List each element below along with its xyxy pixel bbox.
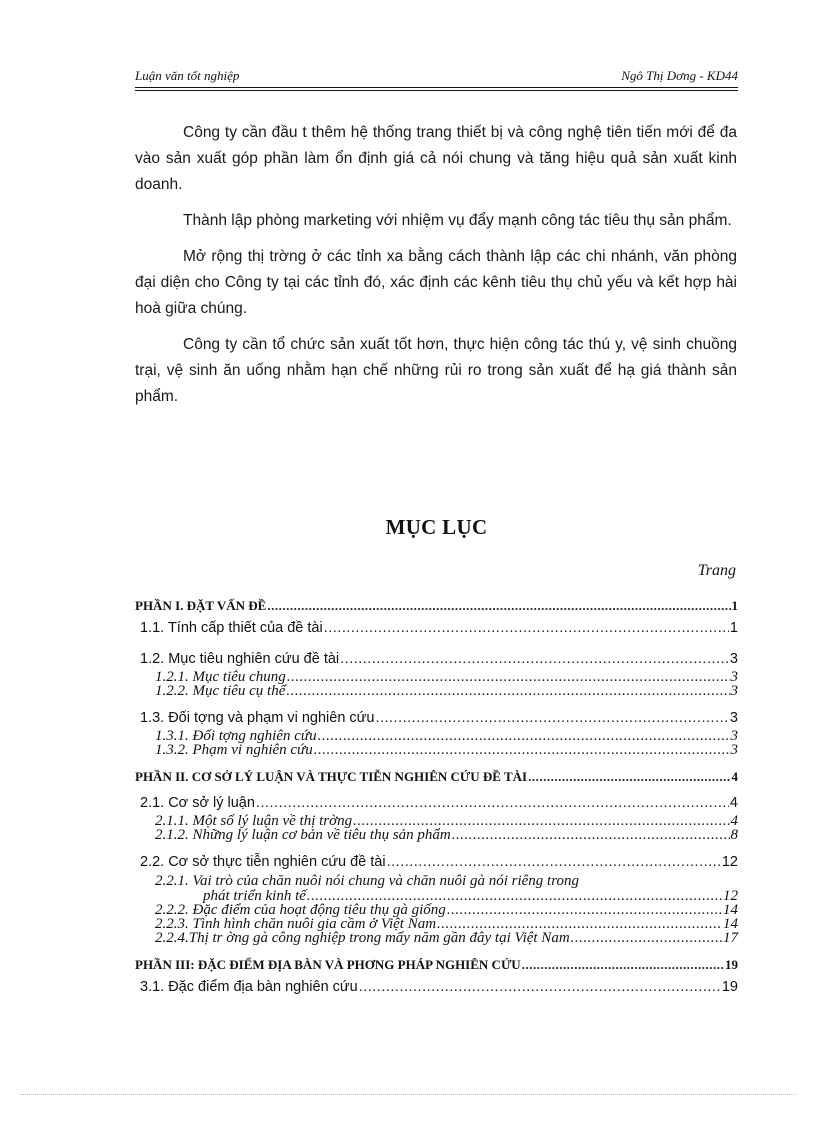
toc-entry-label: 2.1.1. Một số lý luận về thị trờng: [155, 813, 353, 829]
toc-entry-label: 2.2.4.Thị tr ờng gà công nghiệp trong mấy năm gần đây tại Việt Nam: [155, 930, 570, 946]
toc-entry-subsection[interactable]: [135, 670, 738, 684]
toc-spacer: [135, 757, 738, 766]
toc-entry-label: 2.2.2. Đặc điểm của hoạt động tiêu thụ gà giống: [155, 902, 446, 918]
toc-entry-label: 1.2. Mục tiêu nghiên cứu đề tài: [140, 651, 340, 667]
toc-spacer: [135, 639, 738, 648]
toc-entry-label: PHẦN III: ĐẶC ĐIỂM ĐỊA BÀN VÀ PHƠNG PHÁP NGHIÊN CỨU: [135, 957, 521, 972]
toc-entry-section[interactable]: [135, 648, 738, 670]
header-right-author: Ngô Thị Dơng - KD44: [621, 68, 738, 83]
toc-entry-page: 3: [730, 683, 738, 699]
toc-entry-page: 4: [731, 769, 738, 784]
paragraph: Mở rộng thị trờng ở các tỉnh xa bằng cách thành lập các chi nhánh, văn phòng đại diện cho Công ty tại các tỉnh đó, xác định các kênh tiêu thụ chủ yếu và kết hợp hài hoà giữa chúng.: [135, 248, 737, 317]
toc-entry-page: 4: [730, 813, 738, 829]
toc-entry-label: 2.1. Cơ sở lý luận: [140, 795, 255, 811]
paragraph: Thành lập phòng marketing với nhiệm vụ đẩy mạnh công tác tiêu thụ sản phẩm.: [183, 212, 732, 229]
table-of-contents: [135, 595, 738, 998]
toc-entry-label: 3.1. Đặc điểm địa bàn nghiên cứu: [140, 979, 358, 995]
toc-entry-subsection[interactable]: [135, 917, 738, 931]
toc-entry-section[interactable]: [135, 707, 738, 729]
toc-leader-dots: [307, 889, 722, 903]
toc-entry-page: 3: [730, 728, 738, 744]
toc-entry-page: 3: [729, 710, 738, 726]
toc-entry-section[interactable]: [135, 851, 738, 873]
toc-entry-subsection[interactable]: [135, 743, 738, 757]
paragraph: Công ty cần tổ chức sản xuất tốt hơn, thực hiện công tác thú y, vệ sinh chuồng trại, vệ sinh ăn uống nhằm hạn chế những rủi ro trong sản xuất để hạ giá thành sản phẩm.: [135, 336, 737, 405]
toc-spacer: [135, 698, 738, 707]
toc-entry-label: PHẦN I. ĐẶT VẤN ĐỀ: [135, 598, 267, 613]
toc-leader-dots: [447, 903, 722, 917]
toc-entry-section[interactable]: [135, 976, 738, 998]
toc-entry-page: 1: [729, 620, 738, 636]
header-rule-thin: [135, 90, 738, 91]
toc-leader-dots: [528, 766, 730, 788]
toc-entry-page: 8: [730, 827, 738, 843]
toc-entry-section[interactable]: [135, 792, 738, 814]
toc-entry-page: 3: [729, 651, 738, 667]
toc-spacer: [135, 945, 738, 954]
toc-entry-subsection[interactable]: [135, 889, 738, 903]
toc-entry-label: 2.1.2. Những lý luận cơ bản về tiêu thụ sản phẩm: [155, 827, 451, 843]
toc-entry-page: 4: [729, 795, 738, 811]
toc-leader-dots: [452, 828, 730, 842]
toc-entry-label: 1.1. Tính cấp thiết của đề tài: [140, 620, 323, 636]
toc-leader-dots: [375, 707, 728, 729]
toc-leader-dots: [387, 851, 721, 873]
toc-leader-dots: [437, 917, 722, 931]
toc-entry-subsection[interactable]: [135, 931, 738, 945]
toc-entry-part[interactable]: [135, 954, 738, 976]
header-rule: [135, 87, 738, 88]
toc-leader-dots: [267, 595, 730, 617]
toc-entry-page: 1: [731, 598, 738, 613]
toc-entry-label: 1.2.1. Mục tiêu chung: [155, 669, 286, 685]
toc-entry-page: 3: [730, 669, 738, 685]
toc-leader-dots: [359, 976, 721, 998]
toc-entry-page: 19: [725, 957, 738, 972]
toc-entry-section[interactable]: [135, 617, 738, 639]
paragraph: Công ty cần đầu t thêm hệ thống trang thiết bị và công nghệ tiên tiến mới để đa vào sản xuất góp phần làm ổn định giá cả nói chung và tăng hiệu quả sản xuất kinh doanh.: [135, 124, 737, 193]
toc-entry-page: 17: [723, 930, 738, 946]
toc-leader-dots: [256, 792, 729, 814]
toc-leader-dots: [314, 743, 730, 757]
toc-leader-dots: [522, 954, 724, 976]
toc-entry-part[interactable]: [135, 766, 738, 788]
body-paragraphs: [135, 120, 737, 420]
toc-leader-dots: [286, 684, 729, 698]
toc-leader-dots: [287, 670, 730, 684]
toc-entry-label: PHẦN II. CƠ SỞ LÝ LUẬN VÀ THỰC TIỄN NGHIÊN CỨU ĐỀ TÀI: [135, 769, 528, 784]
toc-leader-dots: [571, 931, 722, 945]
toc-entry-label: 2.2.3. Tình hình chăn nuôi gia cầm ở Việt Nam: [155, 916, 437, 932]
toc-entry-page: 12: [721, 854, 738, 870]
toc-entry-page: 14: [723, 916, 738, 932]
toc-entry-subsection[interactable]: [135, 684, 738, 698]
toc-entry-subsection-wrapped-line[interactable]: 2.2.1. Vai trò của chăn nuôi nói chung và chăn nuôi gà nói riêng trong: [155, 873, 579, 889]
toc-entry-label: 2.2. Cơ sở thực tiễn nghiên cứu đề tài: [140, 854, 386, 870]
toc-entry-subsection[interactable]: [135, 729, 738, 743]
toc-entry-label: 1.3.1. Đối tợng nghiên cứu: [155, 728, 317, 744]
page-bottom-border: [20, 1094, 796, 1095]
toc-entry-label: 1.3. Đối tợng và phạm vi nghiên cứu: [140, 710, 375, 726]
toc-entry-page: 3: [730, 742, 738, 758]
toc-entry-subsection[interactable]: [135, 814, 738, 828]
toc-entry-subsection[interactable]: [135, 903, 738, 917]
toc-entry-page: 19: [721, 979, 738, 995]
toc-leader-dots: [324, 617, 729, 639]
toc-entry-label: phát triển kinh tế: [203, 888, 306, 904]
toc-leader-dots: [353, 814, 729, 828]
toc-entry-subsection[interactable]: [135, 828, 738, 842]
toc-title: MỤC LỤC: [385, 515, 488, 539]
toc-leader-dots: [318, 729, 730, 743]
toc-page-column-label: Trang: [697, 562, 736, 579]
header-left-title: Luận văn tốt nghiệp: [135, 68, 240, 83]
toc-entry-page: 14: [723, 902, 738, 918]
toc-entry-page: 12: [723, 888, 738, 904]
toc-entry-part[interactable]: [135, 595, 738, 617]
toc-entry-label: 1.2.2. Mục tiêu cụ thể: [155, 683, 286, 699]
toc-leader-dots: [340, 648, 729, 670]
toc-entry-label: 1.3.2. Phạm vi nghiên cứu: [155, 742, 313, 758]
toc-spacer: [135, 842, 738, 851]
